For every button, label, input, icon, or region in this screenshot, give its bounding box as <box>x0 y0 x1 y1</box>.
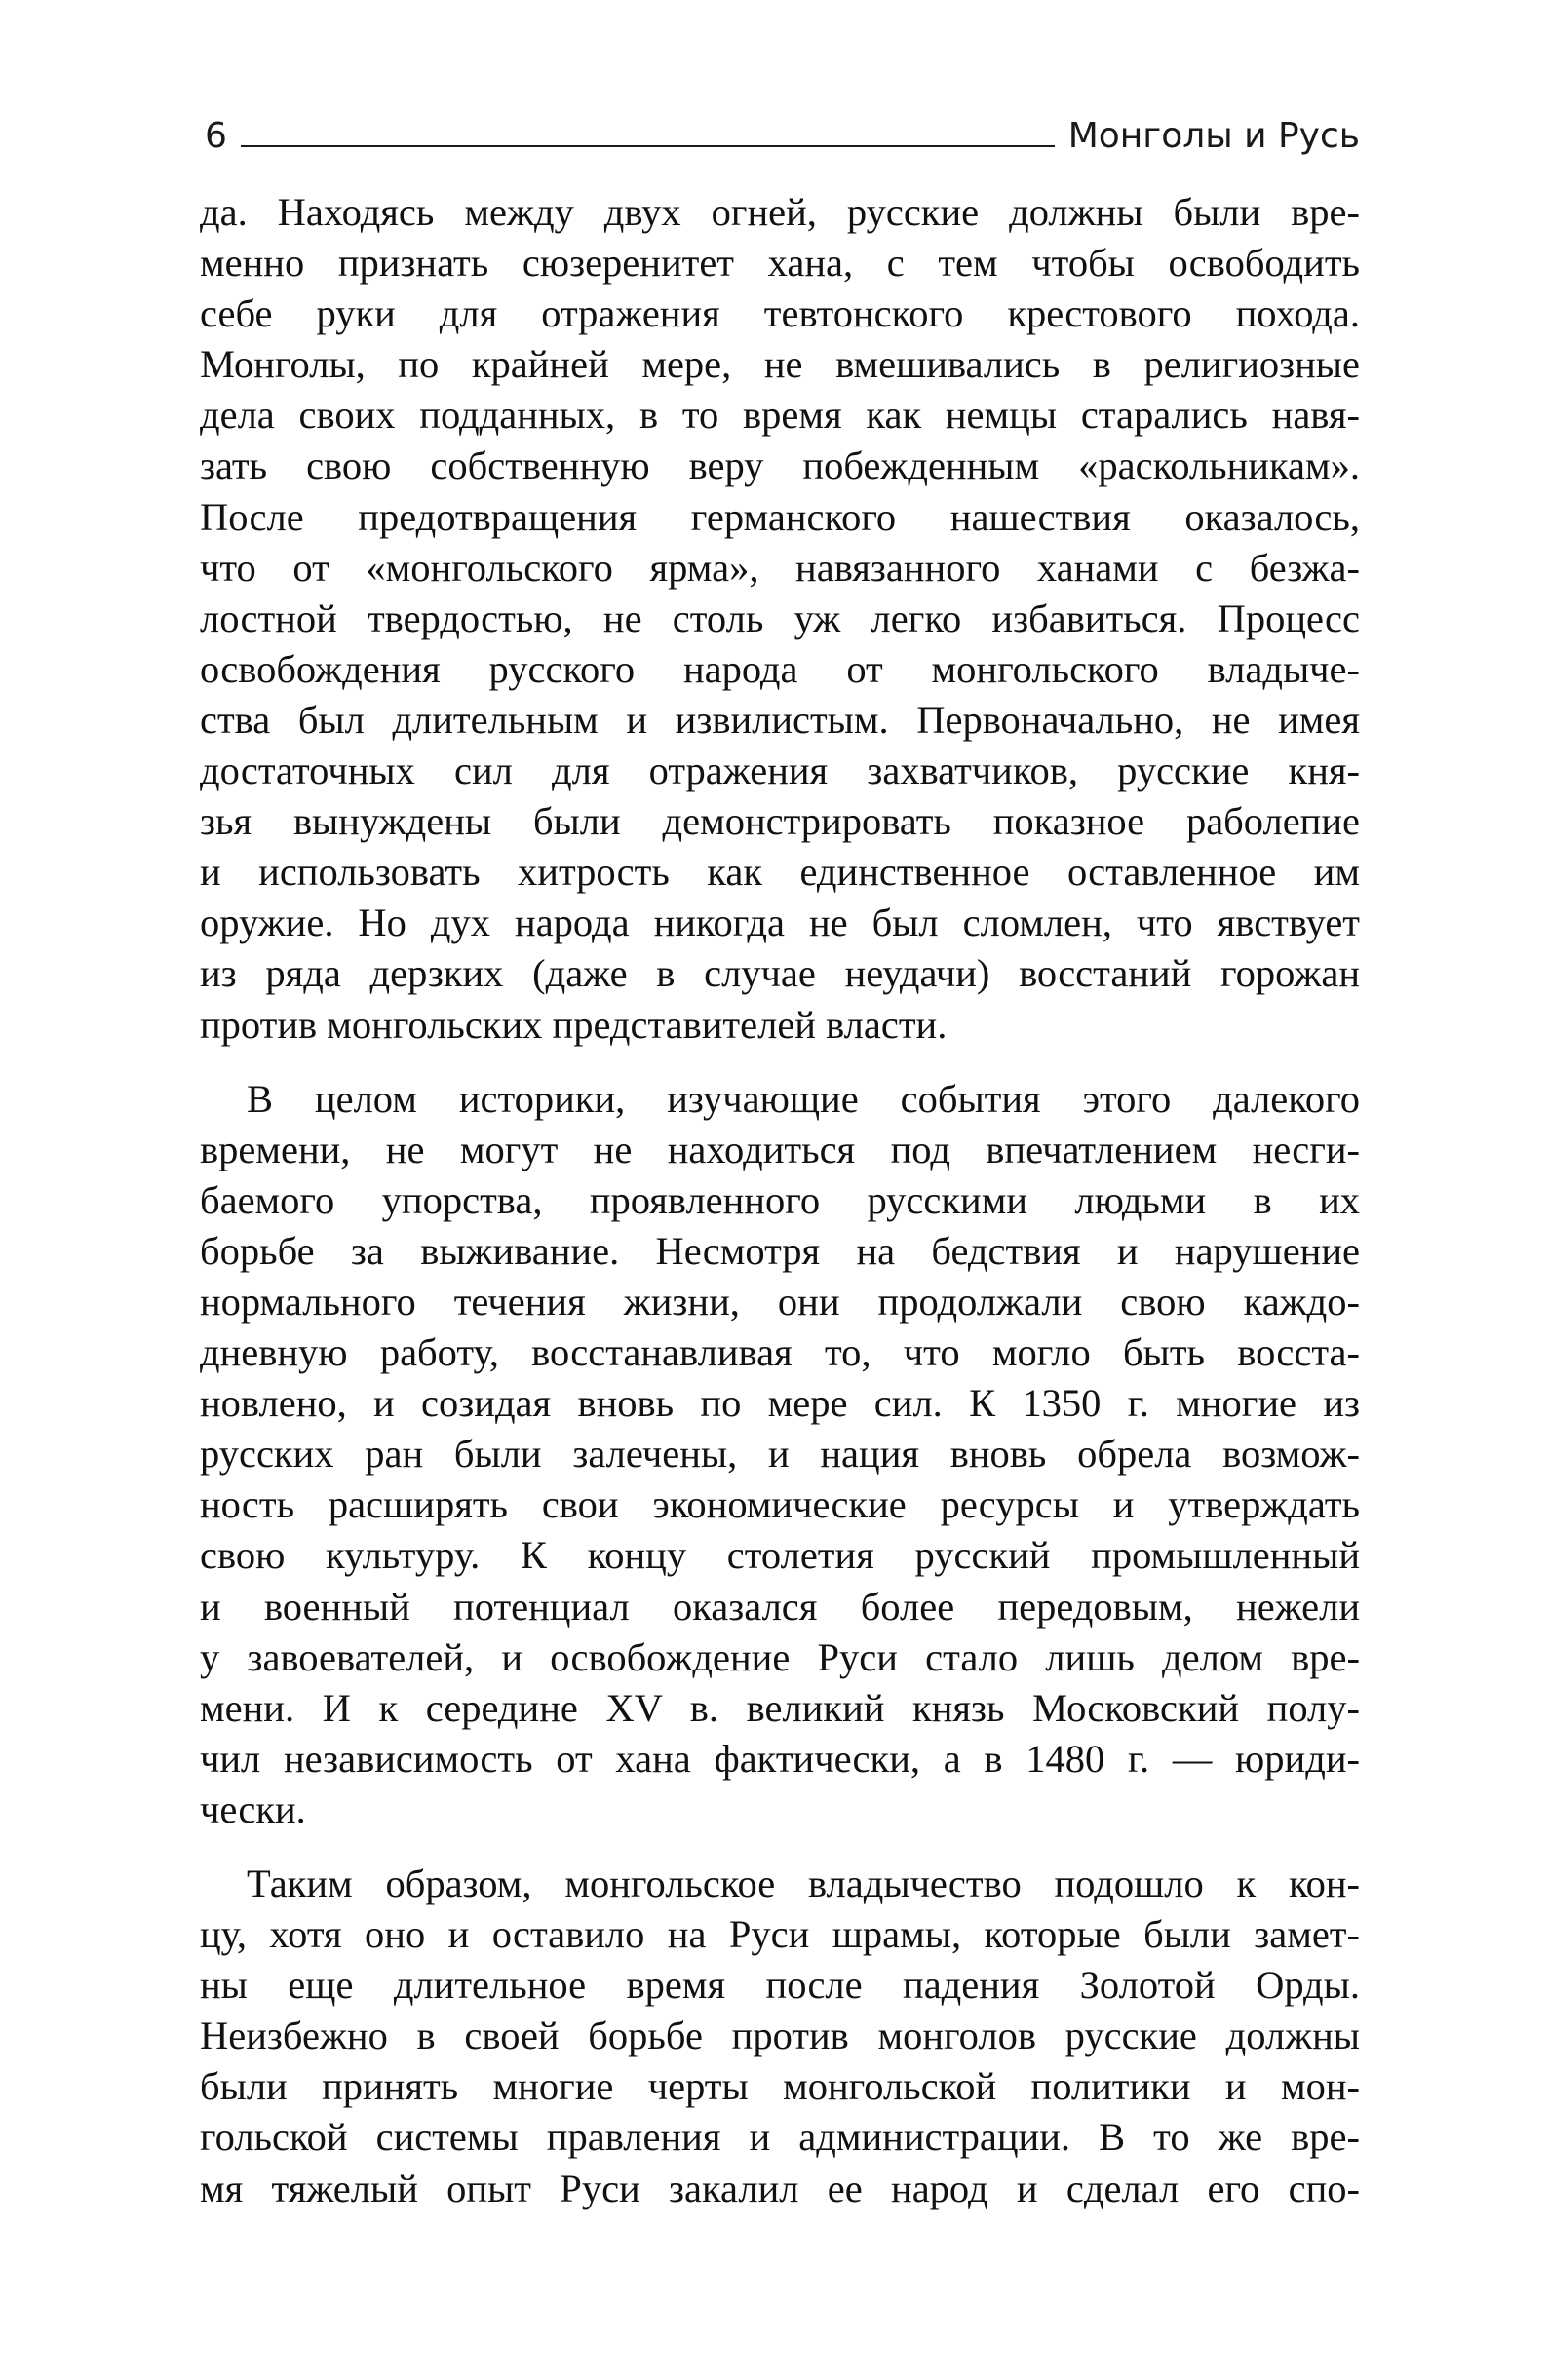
text-line: цу, хотя оно и оставило на Руси шрамы, которые были замет- <box>200 1912 1360 1957</box>
paragraph-1 <box>200 187 1360 1051</box>
text-line: дела своих подданных, в то время как немцы старались навя- <box>200 393 1360 438</box>
text-line: да. Находясь между двух огней, русские должны были вре- <box>200 190 1360 234</box>
text-line: ства был длительным и извилистым. Первоначально, не имея <box>200 697 1360 742</box>
text-line: достаточных сил для отражения захватчиков, русские кня- <box>200 749 1360 793</box>
text-line: нормального течения жизни, они продолжали свою каждо- <box>200 1279 1360 1324</box>
text-line: были принять многие черты монгольской политики и мон- <box>200 2064 1360 2109</box>
text-line: ность расширять свои экономические ресурсы и утверждать <box>200 1482 1360 1527</box>
text-line: менно признать сюзеренитет хана, с тем чтобы освободить <box>200 241 1360 286</box>
text-line: Таким образом, монгольское владычество подошло к кон- <box>247 1862 1360 1905</box>
text-line: борьбе за выживание. Несмотря на бедствия и нарушение <box>200 1228 1360 1273</box>
text-line: против монгольских представителей власти. <box>200 1002 948 1047</box>
text-line: лостной твердостью, не столь уж легко избавиться. Процесс <box>200 595 1360 640</box>
text-line: После предотвращения германского нашествия оказалось, <box>200 494 1360 539</box>
text-line: Неизбежно в своей борьбе против монголов русские должны <box>200 2014 1360 2058</box>
text-line: дневную работу, восстанавливая то, что могло быть восста- <box>200 1330 1360 1375</box>
text-line: В целом историки, изучающие события этого далекого <box>247 1076 1360 1121</box>
text-line: Монголы, по крайней мере, не вмешивались в религиозные <box>200 342 1360 387</box>
text-line: чески. <box>200 1786 306 1831</box>
text-line: ны еще длительное время после падения Золотой Орды. <box>200 1963 1360 2008</box>
text-line: оружие. Но дух народа никогда не был сломлен, что явствует <box>200 901 1360 945</box>
text-line: из ряда дерзких (даже в случае неудачи) восстаний горожан <box>200 951 1360 996</box>
text-line: освобождения русского народа от монгольского владыче- <box>200 646 1360 691</box>
paragraph-3 <box>200 1859 1360 2214</box>
text-line: зать свою собственную веру побежденным «раскольникам». <box>200 443 1360 488</box>
paragraph-2 <box>200 1074 1360 1835</box>
text-line: мени. И к середине XV в. великий князь Московский полу- <box>200 1685 1360 1730</box>
text-line: себе руки для отражения тевтонского крестового похода. <box>200 291 1360 336</box>
text-line: свою культуру. К концу столетия русский промышленный <box>200 1533 1360 1578</box>
running-title: Монголы и Русь <box>1067 116 1360 156</box>
text-line: русских ран были залечены, и нация вновь обрела возмож- <box>200 1432 1360 1477</box>
running-header <box>205 97 1360 156</box>
header-rule <box>241 145 1055 147</box>
text-line: у завоевателей, и освобождение Руси стало лишь делом вре- <box>200 1634 1360 1679</box>
text-body <box>200 187 1360 2214</box>
text-line: что от «монгольского ярма», навязанного ханами с безжа- <box>200 545 1360 590</box>
text-line: чил независимость от хана фактически, а в 1480 г. — юриди- <box>200 1736 1360 1781</box>
text-line: зья вынуждены были демонстрировать показное раболепие <box>200 799 1360 844</box>
text-line: гольской системы правления и администрации. В то же вре- <box>200 2115 1360 2160</box>
text-line: и использовать хитрость как единственное оставленное им <box>200 850 1360 895</box>
page-number: 6 <box>205 116 227 156</box>
text-line: баемого упорства, проявленного русскими людьми в их <box>200 1177 1360 1222</box>
text-line: времени, не могут не находиться под впечатлением несги- <box>200 1127 1360 1171</box>
text-line: новлено, и созидая вновь по мере сил. К 1350 г. многие из <box>200 1381 1360 1426</box>
text-line: мя тяжелый опыт Руси закалил ее народ и сделал его спо- <box>200 2166 1360 2210</box>
text-line: и военный потенциал оказался более передовым, нежели <box>200 1584 1360 1629</box>
